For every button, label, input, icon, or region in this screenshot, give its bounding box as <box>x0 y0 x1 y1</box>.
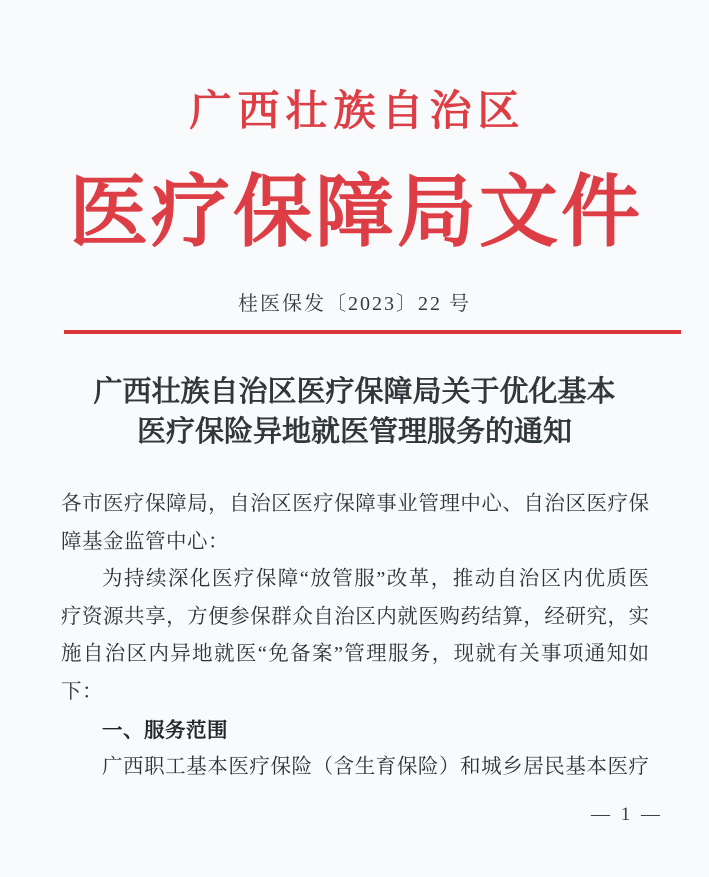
red-divider-line <box>64 330 681 334</box>
section-heading: 一、服务范围 <box>102 718 228 742</box>
letterhead-doc-type: 医疗保障局文件 <box>69 170 643 257</box>
letterhead-org-name: 广西壮族自治区 <box>189 89 526 135</box>
body-line: 施自治区内异地就医“免备案”管理服务，现就有关事项通知如 <box>61 643 649 666</box>
body-line: 各市医疗保障局，自治区医疗保障事业管理中心、自治区医疗保 <box>61 493 649 515</box>
page-number: — 1 — <box>591 804 663 825</box>
body-line: 为持续深化医疗保障“放管服”改革，推动自治区内优质医 <box>102 568 649 591</box>
notice-title-line2: 医疗保险异地就医管理服务的通知 <box>136 416 572 448</box>
body-text <box>61 486 649 787</box>
notice-title-line1: 广西壮族自治区医疗保障局关于优化基本 <box>93 376 616 408</box>
document-number: 桂医保发〔2023〕22 号 <box>238 293 471 315</box>
body-line: 广西职工基本医疗保险（含生育保险）和城乡居民基本医疗 <box>102 756 649 779</box>
body-line: 障基金监管中心： <box>61 530 229 553</box>
body-line: 疗资源共享，方便参保群众自治区内就医购药结算，经研究，实 <box>61 605 649 628</box>
body-line: 下： <box>61 680 103 703</box>
notice-title <box>0 372 709 452</box>
